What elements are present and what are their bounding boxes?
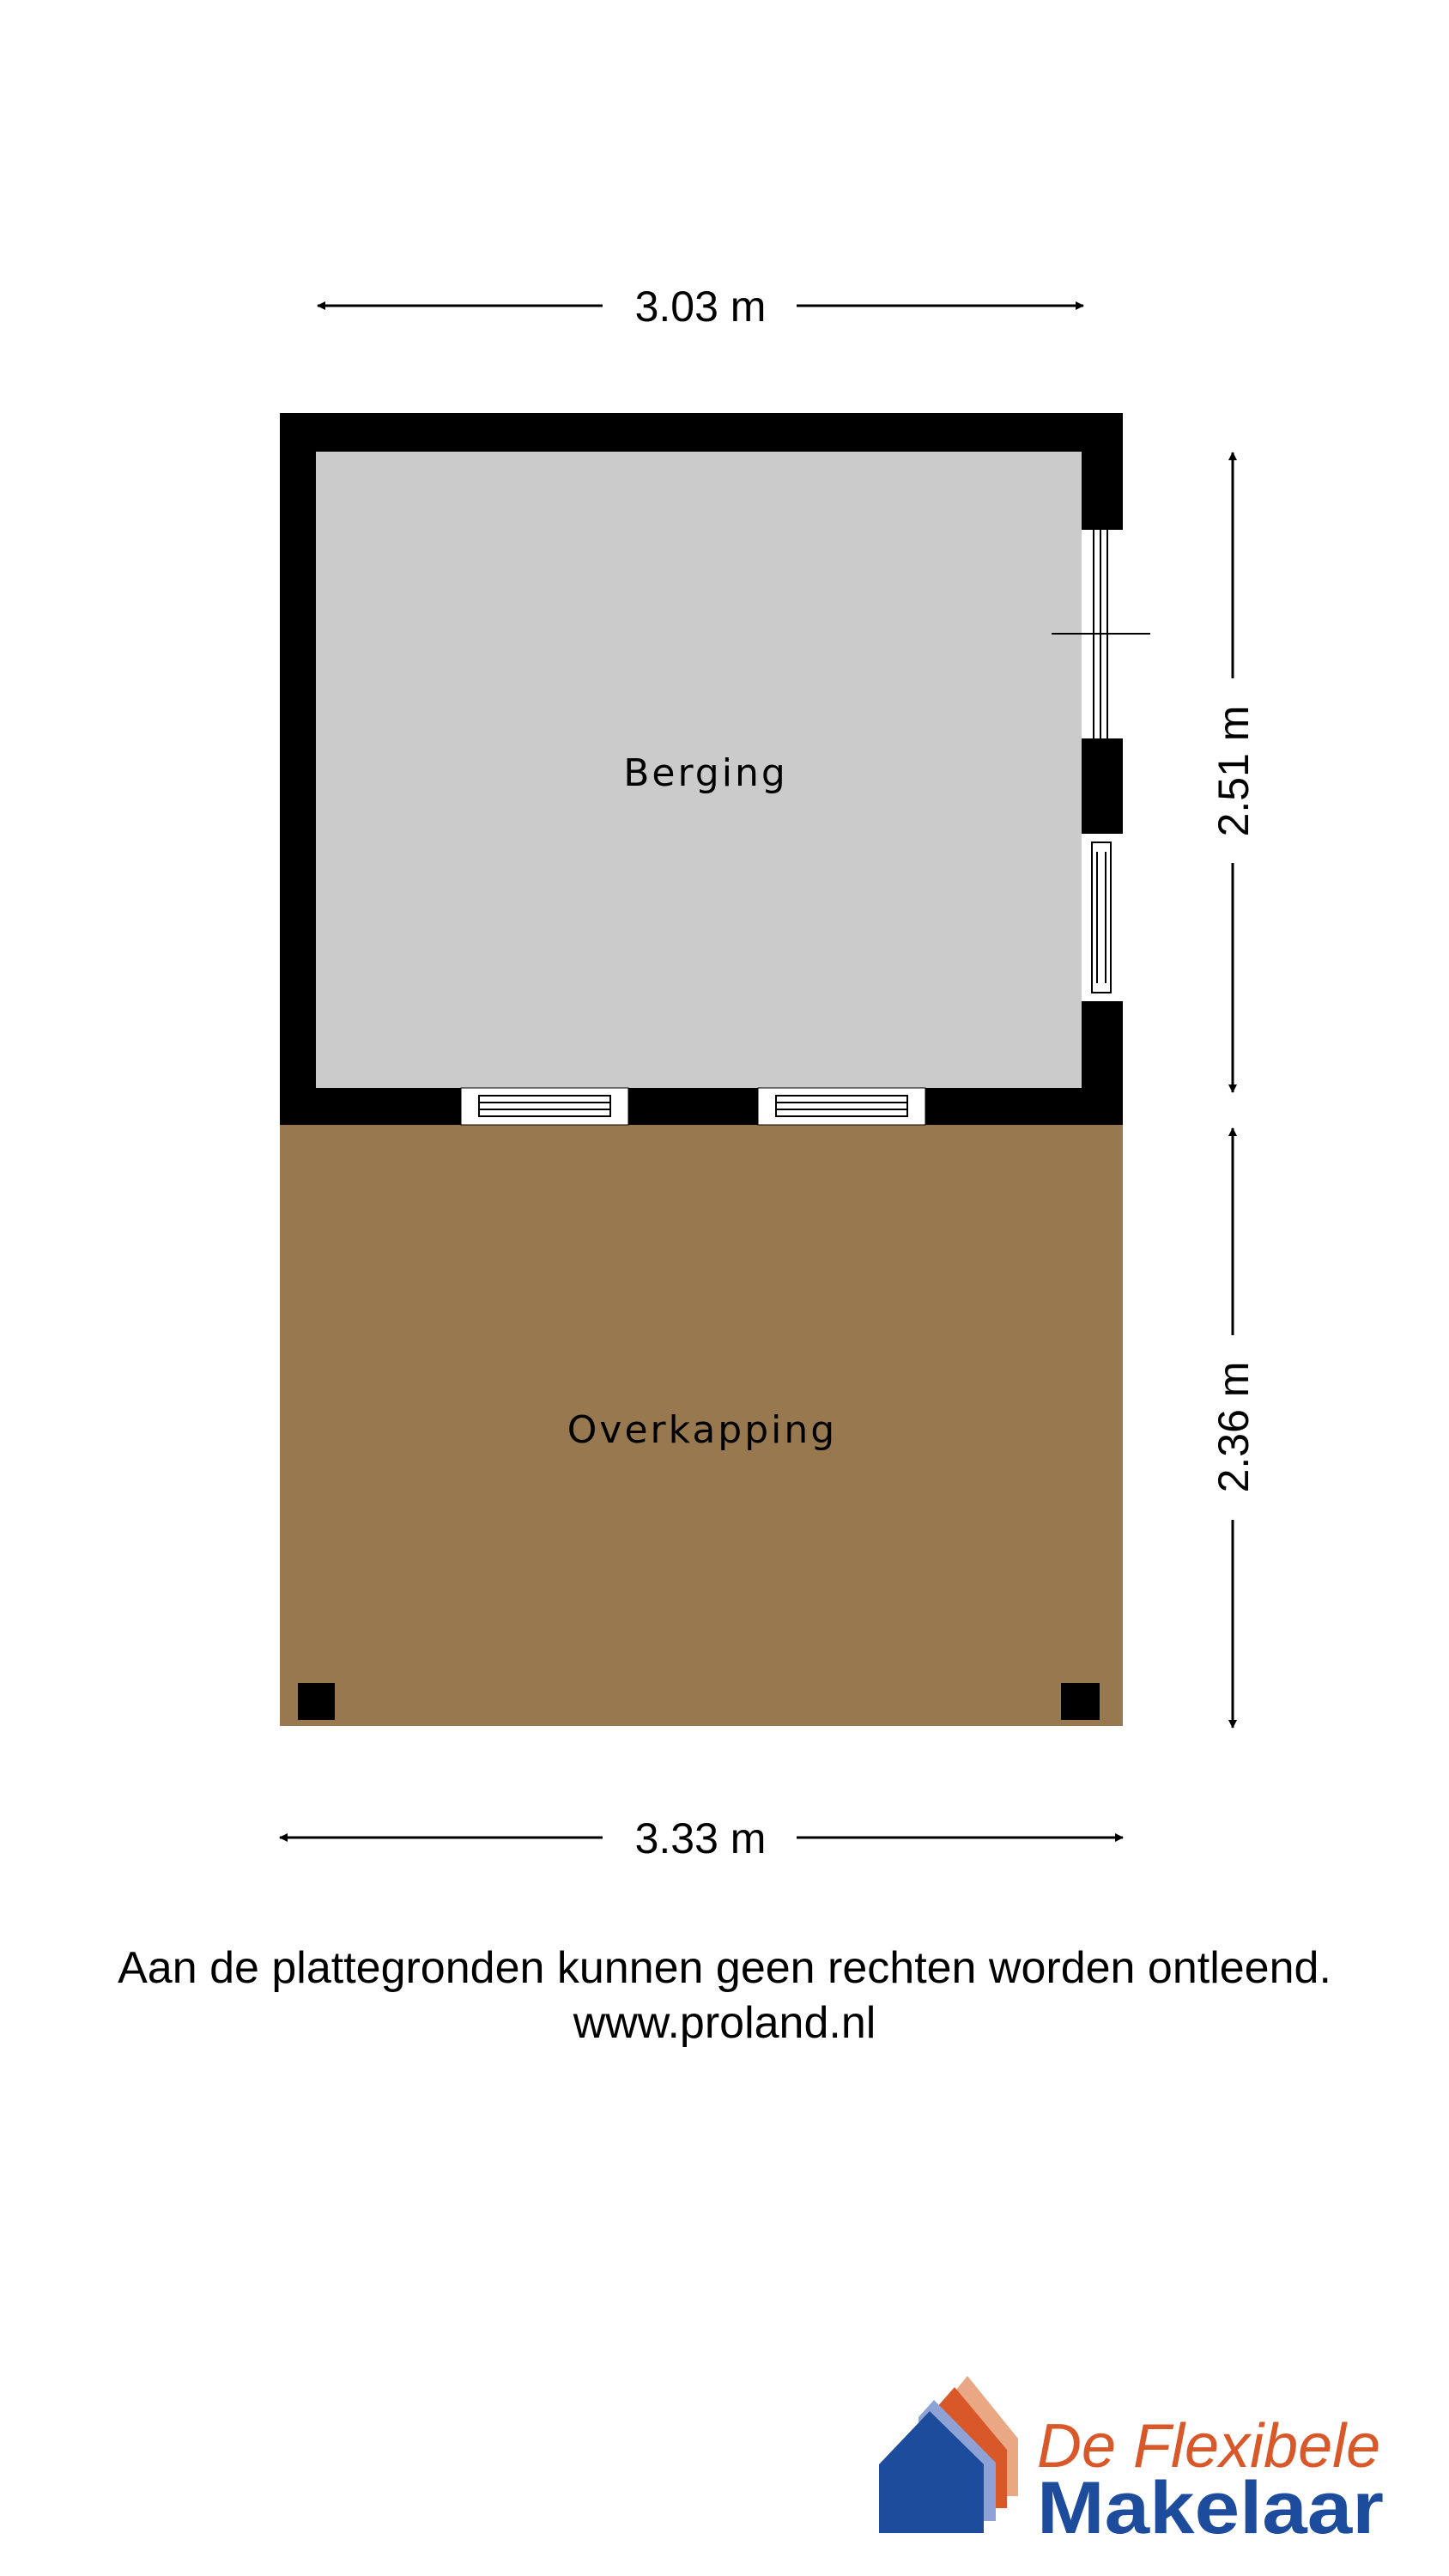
room-label-overkapping: Overkapping: [567, 1408, 838, 1452]
dimension-bottom-width: 3.33 m: [634, 1814, 767, 1862]
post: [1061, 1683, 1100, 1720]
window-bottom-right: [758, 1088, 925, 1125]
window-bottom-left: [461, 1088, 628, 1125]
post: [298, 1683, 335, 1720]
logo-house-icon: [879, 2376, 1018, 2533]
dimension-overkapping-depth: 2.36 m: [1210, 1361, 1258, 1493]
disclaimer-text: Aan de plattegronden kunnen geen rechten worden ontleend.: [118, 1943, 1331, 1993]
room-label-berging: Berging: [623, 751, 788, 795]
dimension-top-width: 3.03 m: [634, 283, 767, 331]
website-link[interactable]: www.proland.nl: [573, 1998, 876, 2048]
logo-line2: Makelaar: [1037, 2467, 1384, 2549]
logo-line1: De Flexibele: [1037, 2412, 1381, 2481]
window-right-lower: [1082, 834, 1123, 1001]
dimension-berging-depth: 2.51 m: [1210, 705, 1258, 837]
